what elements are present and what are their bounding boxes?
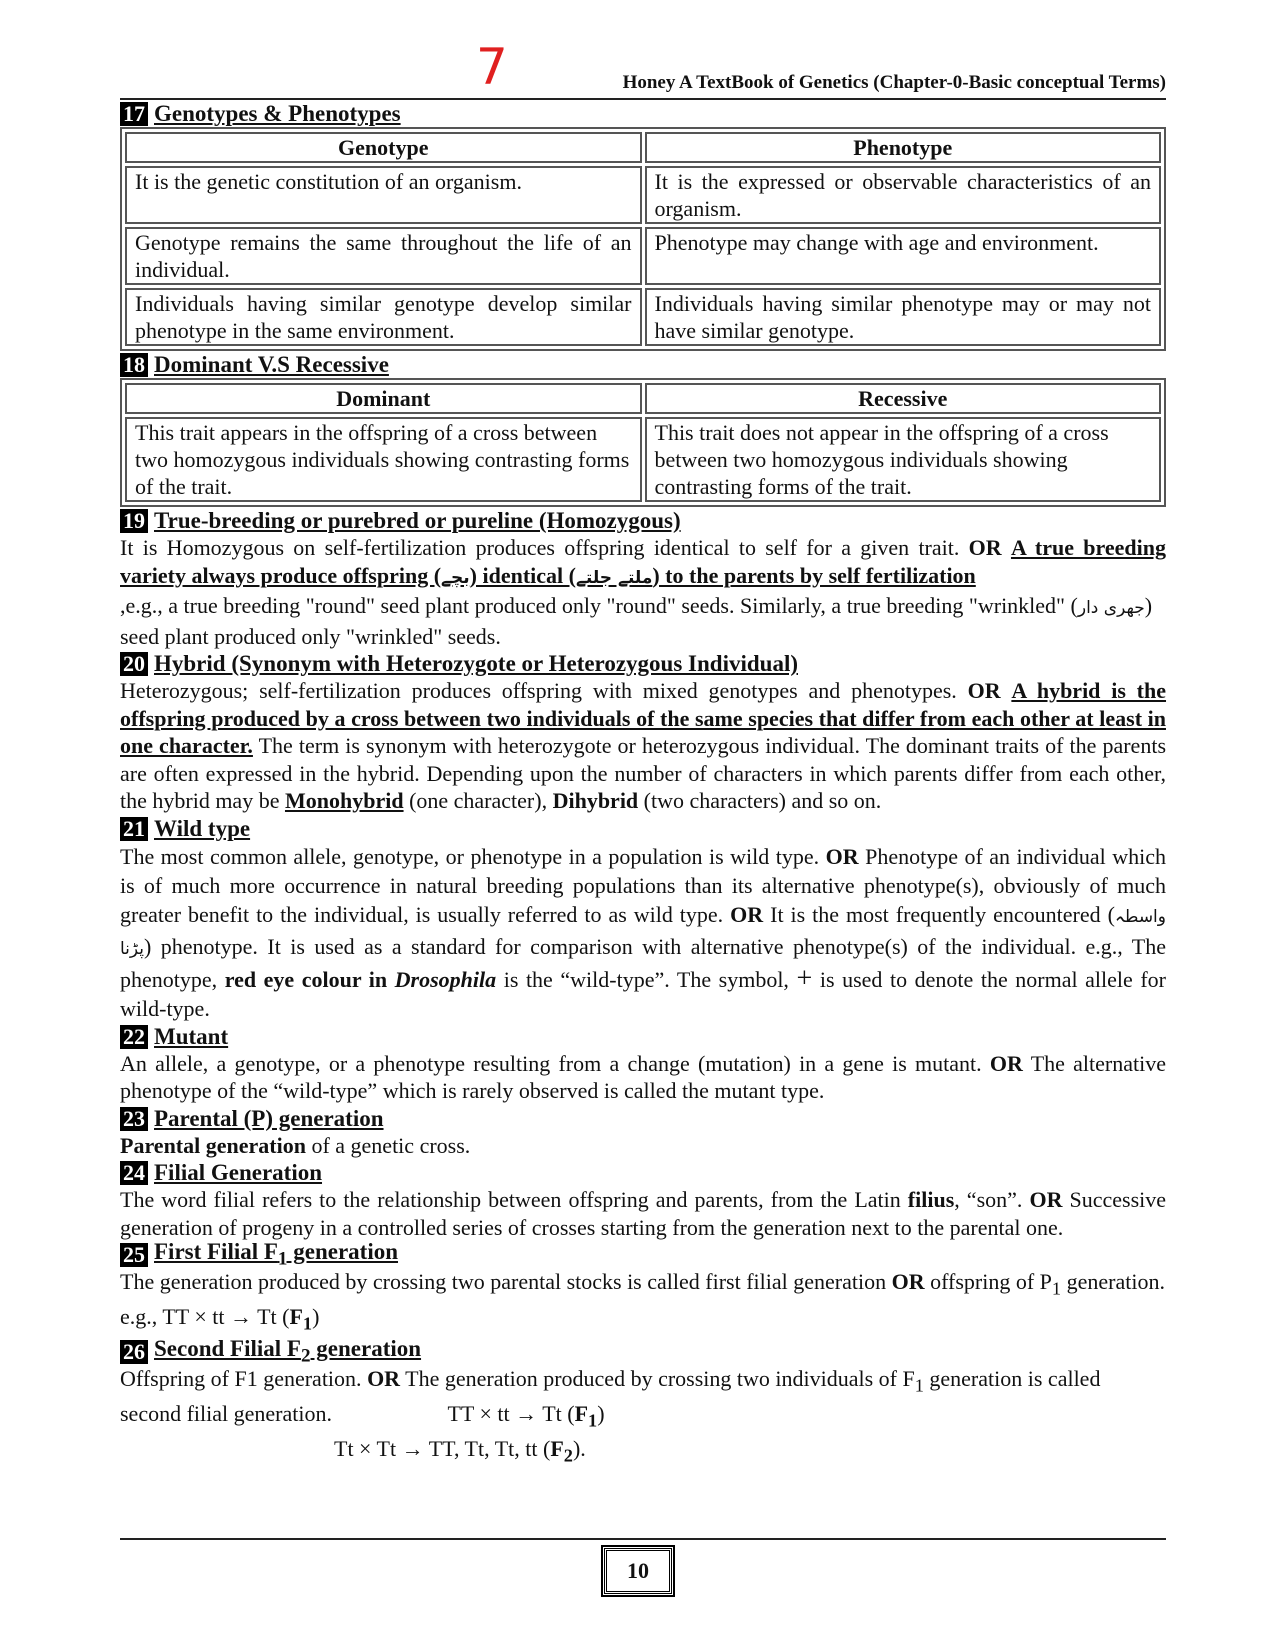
- subscript: 2: [300, 1345, 311, 1367]
- or-label: OR: [989, 1050, 1023, 1076]
- text: generation. e.g., TT × tt → Tt (: [120, 1269, 1165, 1329]
- page-header: [120, 40, 1166, 100]
- chapter-number: 7: [476, 38, 508, 96]
- text: of a genetic cross.: [305, 1132, 471, 1158]
- or-label: OR: [968, 535, 1002, 560]
- paragraph: [120, 1365, 1166, 1435]
- text: ): [312, 1303, 320, 1329]
- section-heading: [120, 1160, 1166, 1186]
- cross-equation: [447, 1400, 604, 1435]
- text: F: [574, 1400, 589, 1426]
- section-title: [154, 1239, 398, 1271]
- generation-label: [550, 1435, 573, 1465]
- text: F: [289, 1303, 303, 1329]
- or-label: OR: [967, 678, 1001, 703]
- text: (two characters) and so on.: [638, 788, 882, 813]
- text: Heterozygous; self-fertilization produces offspring with mixed genotypes and phenotypes.: [120, 678, 957, 703]
- latin-term: filius: [907, 1187, 955, 1212]
- text: The alternative phenotype of the “wild-type” which is rarely observed is called the mutant type.: [120, 1050, 1167, 1103]
- table-cell: It is the genetic constitution of an organism.: [125, 166, 642, 224]
- section-heading: [120, 1239, 1166, 1270]
- text: (one character),: [403, 788, 553, 813]
- footer-rule: [120, 1538, 1166, 1540]
- subscript: 1: [914, 1375, 924, 1396]
- text: The generation produced by crossing two parental stocks is called first filial generation: [120, 1269, 892, 1294]
- section-number: 25: [120, 1243, 148, 1267]
- text: , “son”.: [954, 1187, 1023, 1212]
- section-title: Filial Generation: [154, 1160, 323, 1185]
- urdu-gloss: واسطہ پڑنا: [120, 906, 1166, 959]
- text: offspring of P: [924, 1269, 1052, 1294]
- paragraph: [120, 1268, 1166, 1338]
- text: Successive generation of progeny in a controlled series of crosses starting from the generation next to the parental one.: [120, 1187, 1167, 1240]
- text: ,e.g., a true breeding "round" seed plant produced only "round" seeds. Similarly, a true breeding "wrinkled" (: [120, 593, 1078, 618]
- text: It is the most frequently encountered (: [763, 901, 1115, 927]
- text: Offspring of F1 generation.: [120, 1365, 362, 1391]
- subscript: 2: [563, 1444, 573, 1465]
- text: The word filial refers to the relationship between offspring and parents, from the Latin: [120, 1187, 908, 1212]
- section-number: 22: [120, 1025, 148, 1049]
- text: is used to denote the normal allele for wild-type.: [120, 966, 1166, 1021]
- text: generation is called second filial generation.: [120, 1365, 1101, 1426]
- section-title: Genotypes & Phenotypes: [154, 101, 401, 126]
- emphasis: Parental generation: [120, 1132, 306, 1158]
- text: ): [597, 1400, 605, 1426]
- section-number: 17: [120, 102, 148, 126]
- section-number: 23: [120, 1107, 148, 1131]
- or-label: OR: [891, 1269, 925, 1294]
- section-title: Parental (P) generation: [154, 1105, 384, 1131]
- text: F: [550, 1435, 564, 1461]
- table-cell: Genotype remains the same throughout the life of an individual.: [125, 227, 642, 285]
- table-cell: This trait appears in the offspring of a cross between two homozygous individuals showing contrasting forms of the trait.: [125, 417, 642, 502]
- text: ) to the parents by self fertilization: [652, 562, 976, 588]
- or-label: OR: [730, 901, 764, 927]
- section-number: 21: [120, 817, 148, 841]
- paragraph: [120, 1186, 1166, 1241]
- subscript: 1: [277, 1248, 288, 1270]
- species-name: Drosophila: [394, 966, 497, 992]
- term-dihybrid: Dihybrid: [552, 788, 639, 813]
- text: The term is synonym with heterozygote or heterozygous individual. The dominant traits of the parents are often expressed in the hybrid. Depending upon the number of characters in which parents differ from each other, the hybrid may be: [120, 733, 1166, 813]
- section-heading: [120, 1106, 1166, 1132]
- running-title: Honey A TextBook of Genetics (Chapter-0-Basic conceptual Terms): [622, 72, 1166, 93]
- text: A true breeding variety always produce offspring (: [120, 535, 1167, 588]
- text: is the “wild-type”. The symbol,: [496, 966, 797, 992]
- document-page: [120, 40, 1166, 1469]
- table-header: Genotype: [125, 132, 642, 163]
- section-number: 26: [120, 1340, 148, 1364]
- table-cell: This trait does not appear in the offspring of a cross between two homozygous individuals showing contrasting forms of the trait.: [645, 417, 1162, 502]
- section-heading: [120, 352, 1166, 378]
- emphasis: A hybrid is the offspring produced by a cross between two individuals of the same species that differ from each other at least in one character.: [120, 678, 1167, 758]
- table-header: Dominant: [125, 383, 642, 414]
- section-heading: [120, 651, 1166, 677]
- text: The generation produced by crossing two individuals of F: [400, 1365, 915, 1391]
- paragraph: [120, 1132, 1166, 1160]
- cross-equation: [120, 1435, 1166, 1470]
- or-label: OR: [1029, 1187, 1063, 1212]
- urdu-gloss: بچے: [441, 567, 470, 588]
- section-number: 24: [120, 1161, 148, 1185]
- paragraph: [120, 1050, 1166, 1105]
- emphasis: red eye colour in: [224, 966, 395, 992]
- urdu-gloss: ملتے جلتے: [575, 567, 653, 588]
- table-row: [125, 166, 1161, 224]
- text: Second Filial F: [154, 1335, 301, 1361]
- text: generation: [287, 1239, 399, 1265]
- section-title: Wild type: [154, 815, 251, 841]
- text: An allele, a genotype, or a phenotype resulting from a change (mutation) in a gene is mutant.: [120, 1050, 982, 1076]
- urdu-gloss: جھری دار: [1077, 598, 1145, 618]
- table-row: [125, 417, 1161, 502]
- section-number: 20: [120, 652, 148, 676]
- table-header: Phenotype: [645, 132, 1162, 163]
- generation-label: [574, 1400, 598, 1431]
- plus-symbol: +: [796, 962, 813, 994]
- text: TT × tt → Tt (: [447, 1400, 575, 1426]
- text: ).: [572, 1435, 586, 1461]
- section-title: [154, 1336, 421, 1368]
- section-number: 19: [120, 509, 148, 533]
- section-title: Mutant: [154, 1023, 229, 1049]
- table-cell: It is the expressed or observable characteristics of an organism.: [645, 166, 1162, 224]
- section-number: 18: [120, 353, 148, 377]
- table-cell: Individuals having similar phenotype may or may not have similar genotype.: [645, 288, 1162, 346]
- section-heading: [120, 101, 1166, 127]
- paragraph: [120, 677, 1166, 815]
- text: First Filial F: [154, 1239, 278, 1265]
- section-heading: [120, 1335, 1166, 1367]
- or-label: OR: [367, 1365, 401, 1391]
- text: The most common allele, genotype, or phenotype in a population is wild type.: [120, 843, 820, 869]
- dominant-recessive-table: [120, 378, 1166, 507]
- generation-label: [289, 1303, 313, 1334]
- table-header: Recessive: [645, 383, 1162, 414]
- paragraph: [120, 534, 1166, 592]
- subscript: 1: [588, 1410, 598, 1431]
- page-number: 10: [604, 1548, 672, 1594]
- or-label: OR: [825, 843, 859, 869]
- table-row: [125, 288, 1161, 346]
- table-row: [125, 227, 1161, 285]
- text: ) seed plant produced only "wrinkled" seeds.: [120, 593, 1153, 649]
- text: Tt × Tt → TT, Tt, Tt, tt (: [334, 1435, 551, 1461]
- term-monohybrid: Monohybrid: [284, 788, 404, 813]
- text: ) identical (: [469, 562, 576, 588]
- paragraph: [120, 592, 1166, 650]
- text: ) phenotype. It is used as a standard for comparison with alternative phenotype(s) of the individual. e.g., The phenotype,: [120, 933, 1166, 992]
- section-title: Dominant V.S Recessive: [154, 352, 389, 377]
- section-title: Hybrid (Synonym with Heterozygote or Heterozygous Individual): [154, 651, 798, 676]
- genotype-phenotype-table: [120, 127, 1166, 351]
- text: It is Homozygous on self-fertilization produces offspring identical to self for a given trait.: [120, 535, 960, 560]
- text: generation: [310, 1335, 422, 1361]
- section-heading: [120, 816, 1166, 842]
- section-title: True-breeding or purebred or pureline (Homozygous): [154, 508, 681, 533]
- paragraph: [120, 842, 1166, 1023]
- table-cell: Individuals having similar genotype develop similar phenotype in the same environment.: [125, 288, 642, 346]
- text: Phenotype of an individual which is of much more occurrence in natural breeding populations than its alternative phenotype(s), obviously of much greater benefit to the individual, is usually referred to as wild type.: [120, 843, 1166, 927]
- section-heading: [120, 1024, 1166, 1050]
- subscript: 1: [302, 1313, 313, 1334]
- section-heading: [120, 508, 1166, 534]
- table-cell: Phenotype may change with age and environment.: [645, 227, 1162, 285]
- subscript: 1: [1051, 1278, 1062, 1299]
